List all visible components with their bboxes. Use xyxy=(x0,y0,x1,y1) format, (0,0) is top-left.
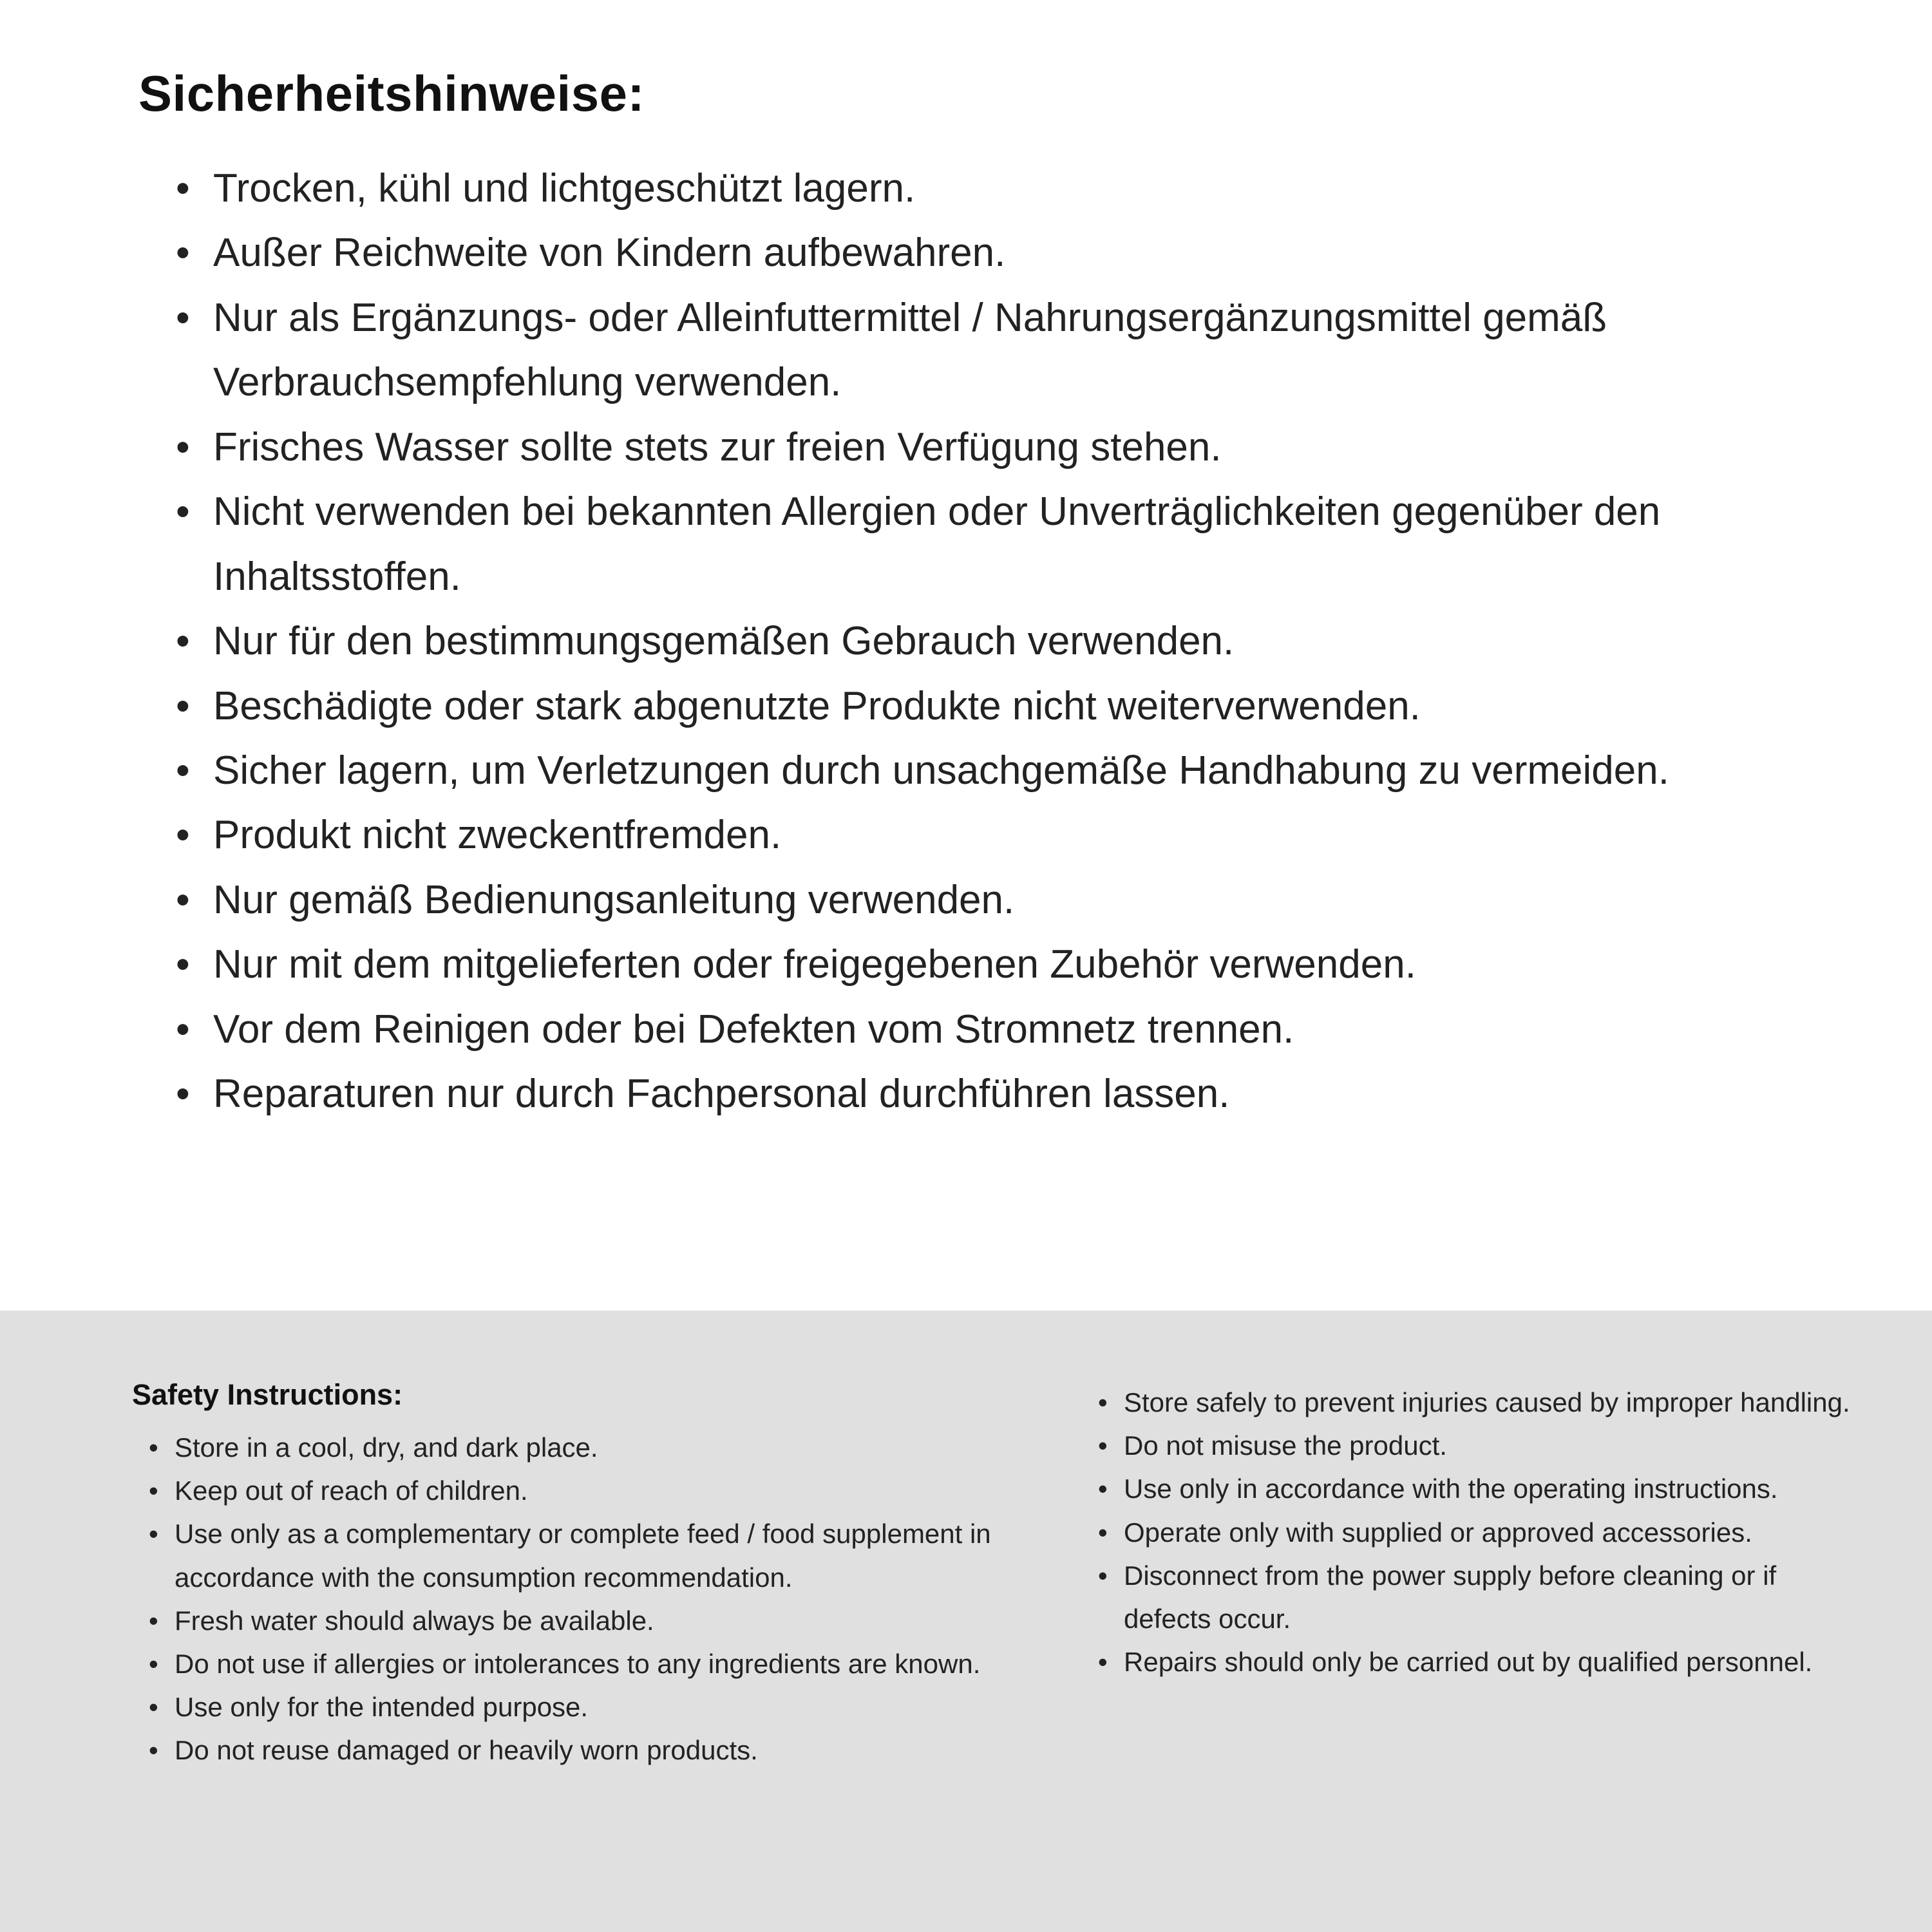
list-item-text: Use only in accordance with the operating instructions. xyxy=(1124,1473,1778,1504)
list-item-text: Nur gemäß Bedienungsanleitung verwenden. xyxy=(213,877,1015,922)
list-item xyxy=(176,674,1835,739)
bullet-marker: • xyxy=(176,166,190,211)
list-item-text: Beschädigte oder stark abgenutzte Produkte nicht weiterverwenden. xyxy=(213,683,1421,728)
bullet-marker: • xyxy=(176,489,190,535)
list-item xyxy=(1098,1554,1858,1640)
german-section-title: Sicherheitshinweise: xyxy=(138,65,645,122)
bullet-marker: • xyxy=(1098,1517,1108,1548)
list-item-text: Produkt nicht zweckentfremden. xyxy=(213,813,782,858)
list-item-text: Nur als Ergänzungs- oder Alleinfuttermittel / Nahrungsergänzungsmittel gemäß Verbrauchsempfehlung verwenden. xyxy=(213,295,1607,405)
list-item xyxy=(149,1642,1027,1685)
bullet-marker: • xyxy=(176,813,190,858)
list-item xyxy=(149,1728,1027,1772)
list-item xyxy=(176,933,1835,997)
bullet-marker: • xyxy=(149,1432,158,1463)
list-item xyxy=(1098,1424,1858,1467)
list-item xyxy=(176,868,1835,933)
list-item-text: Use only for the intended purpose. xyxy=(175,1692,589,1723)
list-item-text: Nur für den bestimmungsgemäßen Gebrauch verwenden. xyxy=(213,619,1235,664)
english-section-title: Safety Instructions: xyxy=(132,1378,403,1411)
list-item xyxy=(149,1469,1027,1512)
english-right-column xyxy=(1098,1378,1858,1932)
list-item xyxy=(176,739,1835,803)
list-item-text: Do not reuse damaged or heavily worn products. xyxy=(175,1735,758,1766)
list-item xyxy=(149,1685,1027,1728)
bullet-marker: • xyxy=(176,683,190,728)
list-item xyxy=(176,221,1835,285)
list-item-text: Trocken, kühl und lichtgeschützt lagern. xyxy=(213,166,916,211)
list-item-text: Store safely to prevent injuries caused by improper handling. xyxy=(1124,1387,1850,1417)
list-item xyxy=(176,1062,1835,1126)
list-item xyxy=(176,480,1835,609)
bullet-marker: • xyxy=(1098,1560,1108,1591)
bullet-marker: • xyxy=(149,1519,158,1549)
list-item xyxy=(1098,1467,1858,1510)
bullet-marker: • xyxy=(149,1692,158,1723)
list-item-text: Außer Reichweite von Kindern aufbewahren. xyxy=(213,231,1006,276)
list-item-text: Operate only with supplied or approved accessories. xyxy=(1124,1517,1752,1548)
list-item-text: Do not misuse the product. xyxy=(1124,1430,1447,1461)
list-item xyxy=(149,1599,1027,1642)
bullet-marker: • xyxy=(149,1735,158,1766)
list-item-text: Fresh water should always be available. xyxy=(175,1605,654,1636)
german-safety-list xyxy=(176,156,1835,1127)
bullet-marker: • xyxy=(1098,1647,1108,1678)
english-safety-list-left xyxy=(149,1426,1027,1772)
list-item xyxy=(176,286,1835,415)
list-item-text: Nicht verwenden bei bekannten Allergien oder Unverträglichkeiten gegenüber den Inhaltsstoffen. xyxy=(213,489,1661,599)
bullet-marker: • xyxy=(149,1648,158,1679)
list-item-text: Disconnect from the power supply before cleaning or if defects occur. xyxy=(1124,1560,1777,1634)
list-item-text: Store in a cool, dry, and dark place. xyxy=(175,1432,598,1463)
bullet-marker: • xyxy=(176,748,190,793)
bullet-marker: • xyxy=(176,1007,190,1052)
list-item xyxy=(1098,1381,1858,1424)
bullet-marker: • xyxy=(149,1475,158,1506)
list-item-text: Nur mit dem mitgelieferten oder freigegebenen Zubehör verwenden. xyxy=(213,942,1416,987)
bullet-marker: • xyxy=(149,1605,158,1636)
list-item xyxy=(1098,1640,1858,1683)
bullet-marker: • xyxy=(176,424,190,469)
bullet-marker: • xyxy=(176,942,190,987)
bullet-marker: • xyxy=(176,877,190,922)
bullet-marker: • xyxy=(1098,1473,1108,1504)
list-item xyxy=(176,415,1835,480)
bullet-marker: • xyxy=(176,231,190,276)
list-item xyxy=(149,1512,1027,1598)
list-item-text: Use only as a complementary or complete feed / food supplement in accordance with the consumption recommendation. xyxy=(175,1519,991,1593)
list-item-text: Frisches Wasser sollte stets zur freien Verfügung stehen. xyxy=(213,424,1222,469)
english-safety-list-right xyxy=(1098,1381,1858,1683)
bullet-marker: • xyxy=(1098,1430,1108,1461)
list-item xyxy=(176,998,1835,1062)
english-left-column xyxy=(132,1378,1027,1932)
list-item xyxy=(149,1426,1027,1469)
bullet-marker: • xyxy=(176,619,190,664)
list-item-text: Reparaturen nur durch Fachpersonal durchführen lassen. xyxy=(213,1072,1230,1117)
list-item-text: Repairs should only be carried out by qualified personnel. xyxy=(1124,1647,1813,1678)
list-item-text: Do not use if allergies or intolerances to any ingredients are known. xyxy=(175,1648,981,1679)
list-item xyxy=(1098,1511,1858,1554)
list-item-text: Vor dem Reinigen oder bei Defekten vom Stromnetz trennen. xyxy=(213,1007,1294,1052)
list-item xyxy=(176,156,1835,221)
list-item xyxy=(176,803,1835,867)
list-item-text: Keep out of reach of children. xyxy=(175,1475,528,1506)
bullet-marker: • xyxy=(176,295,190,340)
list-item-text: Sicher lagern, um Verletzungen durch unsachgemäße Handhabung zu vermeiden. xyxy=(213,748,1669,793)
bullet-marker: • xyxy=(1098,1387,1108,1417)
list-item xyxy=(176,609,1835,674)
english-safety-section xyxy=(0,1311,1932,1932)
bullet-marker: • xyxy=(176,1072,190,1117)
